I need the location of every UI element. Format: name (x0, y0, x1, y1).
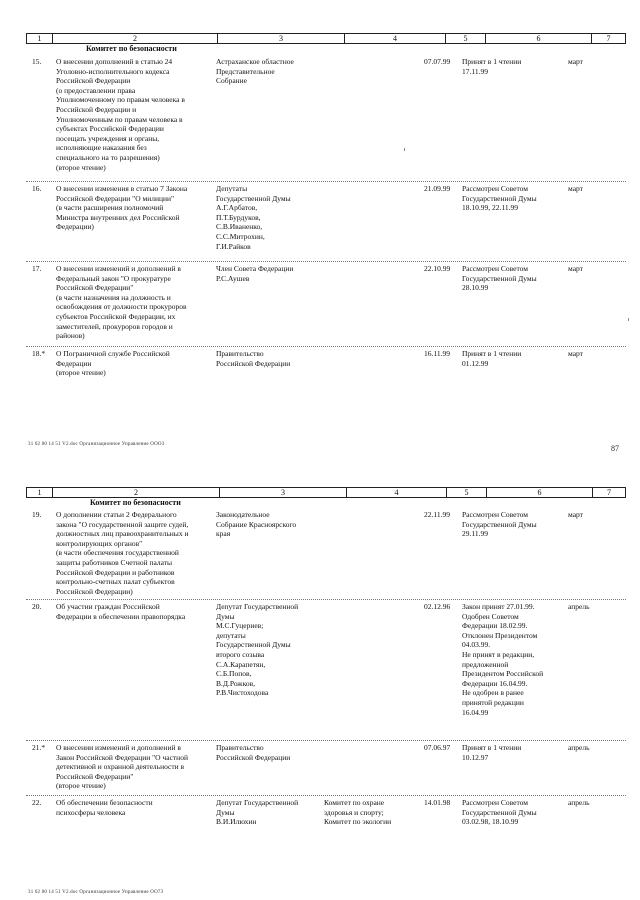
column-header-3: 3 (219, 488, 346, 497)
planned-month: апрель (568, 798, 590, 807)
bill-status: Принят в 1 чтении 17.11.99 (462, 57, 522, 76)
bill-title: О внесении изменений и дополнений в Федеральный закон "О прокуратуре Российской Федерации" (в части назначения на должность и освобождения от должности прокуроров субъектов Российской Федерации, их заместителей, прокуроров городов и районов) (56, 264, 187, 341)
planned-month: март (568, 184, 583, 193)
row-divider (26, 181, 626, 182)
row-number: 22. (32, 798, 42, 807)
column-header-5: 5 (446, 488, 486, 497)
column-header-6: 6 (486, 488, 592, 497)
bill-sponsor: Правительство Российской Федерации (216, 349, 291, 368)
bill-status: Принят в 1 чтении 01.12.99 (462, 349, 522, 368)
bill-status: Принят в 1 чтении 10.12.97 (462, 743, 522, 762)
bill-title: О внесении изменений и дополнений в Закон Российской Федерации "О частной детективной и охранной деятельности в Российской Федерации" (второе чтение) (56, 743, 188, 791)
column-header-6: 6 (485, 34, 591, 43)
row-number: 21.* (32, 743, 46, 752)
row-number: 19. (32, 510, 42, 519)
planned-month: апрель (568, 602, 590, 611)
column-header-7: 7 (591, 34, 625, 43)
submission-date: 07.06.97 (424, 743, 451, 752)
planned-month: март (568, 57, 583, 66)
bill-title: О внесении дополнений в статью 24 Уголовно-исполнительного кодекса Российской Федерации (о предоставлении права Уполномоченному по правам человека в Российской Федерации и Уполномоченным по правам человека в субъектах Российской Федерации посещать учреждения и органы, исполняющие наказания без специального на то разрешения) (второе чтение) (56, 57, 185, 172)
committee-heading: Комитет по безопасности (90, 498, 181, 507)
column-header-1: 1 (37, 488, 42, 497)
bill-title: О дополнении статьи 2 Федерального закона "О государственной защите судей, должностных лиц правоохранительных и контролирующих органов" (в части обеспечения государственной защиты работников Счетной палаты Российской Федерации и работников контрольно-счетных палат субъектов Российской Федерации) (56, 510, 189, 596)
planned-month: март (568, 349, 583, 358)
submission-date: 02.12.96 (424, 602, 451, 611)
submission-date: 16.11.99 (424, 349, 450, 358)
row-divider (26, 599, 626, 600)
row-divider (26, 346, 626, 347)
bill-title: Об обеспечении безопасности психосферы человека (56, 798, 153, 817)
planned-month: апрель (568, 743, 590, 752)
bill-sponsor: Астраханское областное Представительное Собрание (216, 57, 294, 86)
committee-heading: Комитет по безопасности (86, 44, 177, 53)
row-divider (26, 740, 626, 741)
bill-status: Рассмотрен Советом Государственной Думы 29.11.99 (462, 510, 537, 539)
submission-date: 14.01.98 (424, 798, 451, 807)
submission-date: 22.10.99 (424, 264, 451, 273)
row-divider (26, 261, 626, 262)
bill-title: О Пограничной службе Российской Федерации (второе чтение) (56, 349, 170, 378)
row-number: 15. (32, 57, 42, 66)
submission-date: 07.07.99 (424, 57, 451, 66)
column-header-4: 4 (344, 34, 445, 43)
document-page-2 (0, 480, 640, 900)
table-header (26, 33, 626, 44)
page-footer: 31 02 00 14 51 V2.doc Организационное Управление ОО73 (28, 890, 164, 895)
bill-sponsor: Депутаты Государственной Думы А.Г.Арбатов, П.Т.Бурдуков, С.В.Иваненко, С.С.Митрохин, Г.И.Райков (216, 184, 291, 251)
planned-month: март (568, 264, 583, 273)
co-committee: Комитет по охране здоровья и спорту; Комитет по экологии (324, 798, 392, 827)
bill-status: Рассмотрен Советом Государственной Думы 28.10.99 (462, 264, 537, 293)
bill-title: Об участии граждан Российской Федерации в обеспечении правопорядка (56, 602, 186, 621)
scan-speck (404, 148, 405, 151)
column-header-5: 5 (445, 34, 485, 43)
column-header-3: 3 (217, 34, 344, 43)
column-header-4: 4 (346, 488, 446, 497)
submission-date: 22.11.99 (424, 510, 450, 519)
bill-sponsor: Депутат Государственной Думы М.С.Гуцериев; депутаты Государственной Думы второго созыва С.А.Карапетян, С.Б.Попов, В.Д.Рожков, Р.В.Чистоходова (216, 602, 299, 698)
row-number: 16. (32, 184, 42, 193)
table-header (26, 487, 626, 498)
row-number: 20. (32, 602, 42, 611)
page-footer: 31 02 00 14 51 V2.doc Организационное Управление ООО3 (28, 442, 165, 447)
bill-status: Рассмотрен Советом Государственной Думы 03.02.98, 18.10.99 (462, 798, 537, 827)
row-number: 17. (32, 264, 42, 273)
column-header-7: 7 (592, 488, 625, 497)
bill-status: Закон принят 27.01.99. Одобрен Советом Федерации 18.02.99. Отклонен Президентом 04.03.99. Не принят в редакции, предложенной Президентом Российской Федерации 16.04.99. Не одобрен в ранее принятой редакции 16.04.99 (462, 602, 544, 717)
bill-sponsor: Член Совета Федерации Р.С.Аушев (216, 264, 294, 283)
bill-status: Рассмотрен Советом Государственной Думы 18.10.99, 22.11.99 (462, 184, 537, 213)
column-header-2: 2 (52, 488, 219, 497)
page-number: 87 (611, 444, 619, 453)
planned-month: март (568, 510, 583, 519)
column-header-2: 2 (52, 34, 217, 43)
scan-speck (628, 318, 629, 321)
row-divider (26, 795, 626, 796)
submission-date: 21.09.99 (424, 184, 451, 193)
bill-title: О внесении изменения в статью 7 Закона Российской Федерации "О милиции" (в части расширения полномочий Министра внутренних дел Российской Федерации) (56, 184, 188, 232)
row-number: 18.* (32, 349, 46, 358)
bill-sponsor: Правительство Российской Федерации (216, 743, 291, 762)
bill-sponsor: Законодательное Собрание Красноярского края (216, 510, 297, 539)
bill-sponsor: Депутат Государственной Думы В.И.Илюхин (216, 798, 299, 827)
column-header-1: 1 (37, 34, 42, 43)
